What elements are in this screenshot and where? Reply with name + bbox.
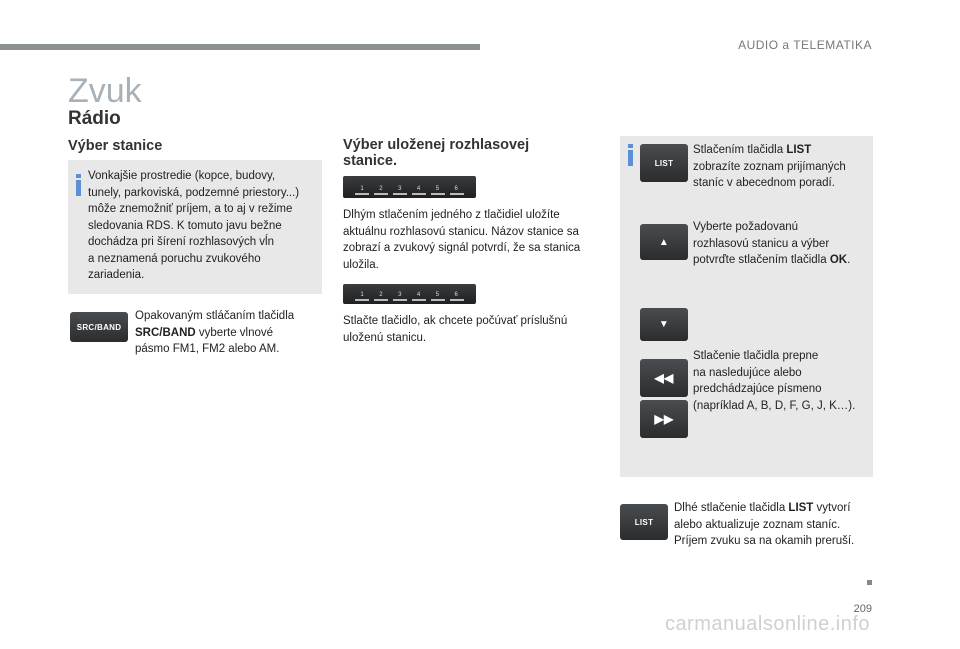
fast-forward-button: ▶▶ [640,400,688,438]
preset-key-6: 6 [449,186,465,198]
preset-key-5: 5 [430,292,446,304]
recall-text: Stlačte tlačidlo, ak chcete počúvať príslušnú uloženú stanicu. [343,315,568,344]
down-arrow-button: ▼ [640,308,688,341]
list-panel [620,136,873,477]
preset-key-4: 4 [411,186,427,198]
preset-key-3: 3 [392,292,408,304]
info-panel [68,160,322,294]
preset-key-1: 1 [354,186,370,198]
col2-heading: Výber uloženej rozhlasovej stanice. [343,137,530,169]
preset-key-2: 2 [373,292,389,304]
store-text: Dlhým stlačením jedného z tlačidiel uložíte aktuálnu rozhlasovú stanicu. Názov stanice sa zobrazí a zvukový signál potvrdí, že sa stanica uložila. [343,209,581,271]
preset-key-2: 2 [373,186,389,198]
page-marker [867,580,872,585]
preset-key-3: 3 [392,186,408,198]
seek-text: Stlačenie tlačidla prepne na nasledujúce alebo predchádzajúce písmeno (napríklad A, B, D, F, G, J, K…). [693,350,856,412]
header-bar [0,44,480,50]
preset-keypad-2 [343,284,476,304]
src-band-text: Opakovaným stláčaním tlačidla SRC/BAND vyberte vlnové pásmo FM1, FM2 alebo AM. [135,310,295,355]
preset-key-6: 6 [449,292,465,304]
list-button-long: LIST [620,504,668,540]
long-press-text: Dlhé stlačenie tlačidla LIST vytvorí alebo aktualizuje zoznam staníc. Príjem zvuku sa na okamih preruší. [674,502,855,547]
src-band-button: SRC/BAND [70,312,128,342]
preset-keypad [343,176,476,198]
info-icon [76,180,81,196]
watermark: carmanualsonline.info [664,613,870,635]
select-text: Vyberte požadovanú rozhlasovú stanicu a výber potvrďte stlačením tlačidla OK. [693,221,851,266]
page-title: Zvuk [68,72,142,110]
page-number: 209 [853,603,872,615]
preset-key-4: 4 [411,292,427,304]
section-title: AUDIO a TELEMATIKA [738,38,872,52]
list-text: Stlačením tlačidla LIST zobrazíte zoznam prijímaných staníc v abecednom poradí. [693,144,846,189]
up-arrow-button: ▲ [640,224,688,260]
page-subtitle: Rádio [68,108,121,129]
col1-heading: Výber stanice [68,138,163,154]
preset-key-5: 5 [430,186,446,198]
preset-key-1: 1 [354,292,370,304]
info-text: Vonkajšie prostredie (kopce, budovy, tunely, parkoviská, podzemné priestory...) môže znemožniť príjem, a to aj v režime sledovania RDS. K tomuto javu bežne dochádza pri šírení rozhlasových vĺn a neznamená poruchu zvukového zariadenia. [88,170,300,281]
list-button: LIST [640,144,688,182]
rewind-button: ◀◀ [640,359,688,397]
info-icon [628,150,633,166]
